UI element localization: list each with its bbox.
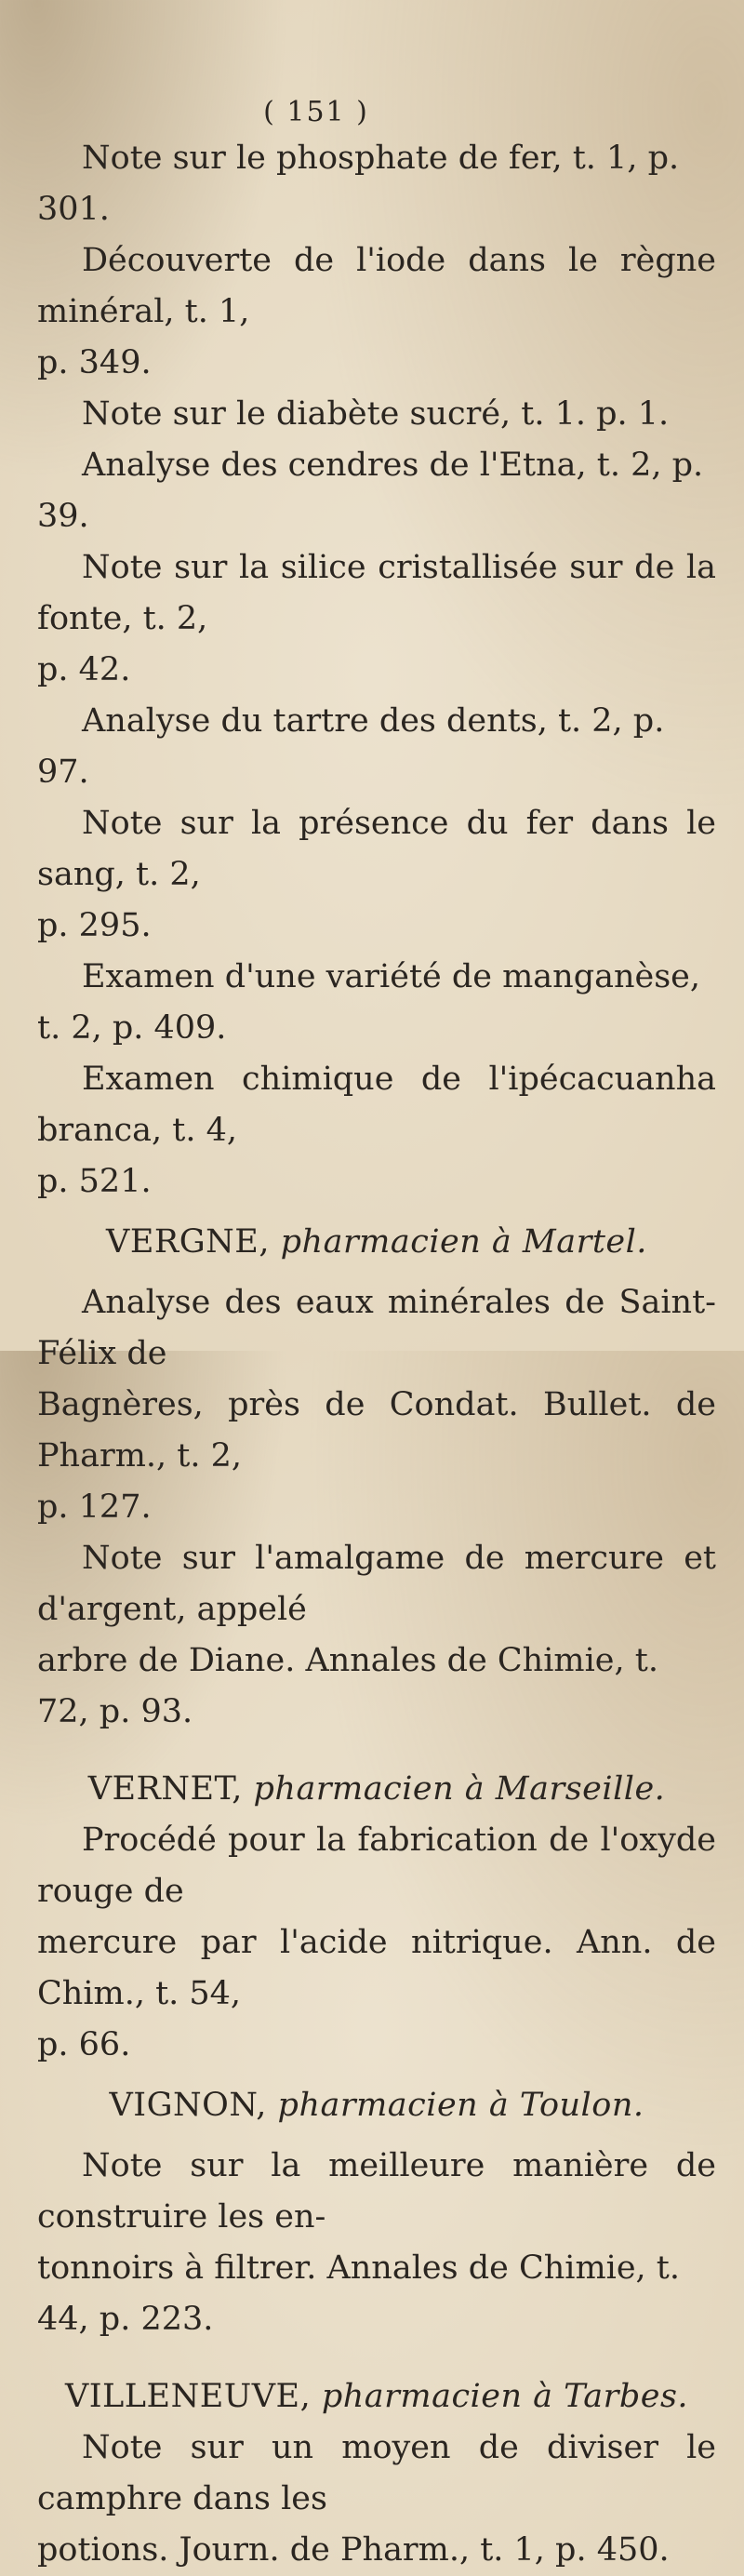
entry-line: p. 42.	[37, 651, 131, 688]
entry-line: Procédé pour la fabrication de l'oxyde rouge de	[37, 1822, 716, 1910]
page-body	[37, 133, 716, 2576]
entry-line: p. 349.	[37, 344, 152, 381]
entry-line: mercure par l'acide nitrique. Ann. de Chim., t. 54,	[37, 1924, 716, 2012]
author-name: VERNET,	[87, 1770, 243, 1808]
entry-line: Note sur la présence du fer dans le sang, t. 2,	[37, 805, 716, 893]
author-name: VIGNON,	[109, 2087, 267, 2124]
author-name: VILLENEUVE,	[64, 2378, 312, 2415]
author-role: pharmacien à Martel.	[280, 1223, 647, 1261]
entry-line: Note sur le diabète sucré, t. 1. p. 1.	[82, 395, 670, 433]
author-heading	[37, 1217, 716, 1268]
entry-line: Note sur la silice cristallisée sur de la fonte, t. 2,	[37, 549, 716, 637]
author-heading	[37, 2371, 716, 2423]
entry-line: Découverte de l'iode dans le règne minéral, t. 1,	[37, 242, 716, 330]
author-role: pharmacien à Tarbes.	[321, 2378, 689, 2415]
author-heading	[37, 1764, 716, 1815]
author-name: VERGNE,	[106, 1223, 270, 1261]
entry-line: tonnoirs à filtrer. Annales de Chimie, t. 44, p. 223.	[37, 2249, 680, 2338]
entry-line: Bagnères, près de Condat. Bullet. de Pharm., t. 2,	[37, 1386, 716, 1475]
entry-line: Note sur la meilleure manière de construire les en-	[37, 2147, 716, 2236]
author-heading	[37, 2080, 716, 2131]
entry-line: Analyse du tartre des dents, t. 2, p. 97.	[37, 702, 665, 791]
entry-line: p. 521.	[37, 1163, 152, 1200]
entry-line: p. 127.	[37, 1488, 152, 1526]
entry-line: Note sur le phosphate de fer, t. 1, p. 301.	[37, 140, 680, 228]
entry-line: potions. Journ. de Pharm., t. 1, p. 450.	[37, 2531, 670, 2569]
entry-line: arbre de Diane. Annales de Chimie, t. 72, p. 93.	[37, 1642, 658, 1730]
entry-line: Examen d'une variété de manganèse, t. 2, p. 409.	[37, 958, 701, 1047]
entry-line: p. 66.	[37, 2026, 131, 2063]
entry-line: Note sur un moyen de diviser le camphre dans les	[37, 2429, 716, 2517]
entry-line: Note sur l'amalgame de mercure et d'argent, appelé	[37, 1540, 716, 1628]
author-role: pharmacien à Toulon.	[277, 2087, 644, 2124]
entry-line: Analyse des eaux minérales de Saint-Félix de	[37, 1284, 716, 1372]
entry-line: Examen chimique de l'ipécacuanha branca, t. 4,	[37, 1061, 716, 1149]
page-number: ( 151 )	[263, 96, 369, 128]
author-role: pharmacien à Marseille.	[253, 1770, 666, 1808]
entry-line: Analyse des cendres de l'Etna, t. 2, p. 39.	[37, 447, 704, 535]
entry-line: p. 295.	[37, 907, 152, 944]
